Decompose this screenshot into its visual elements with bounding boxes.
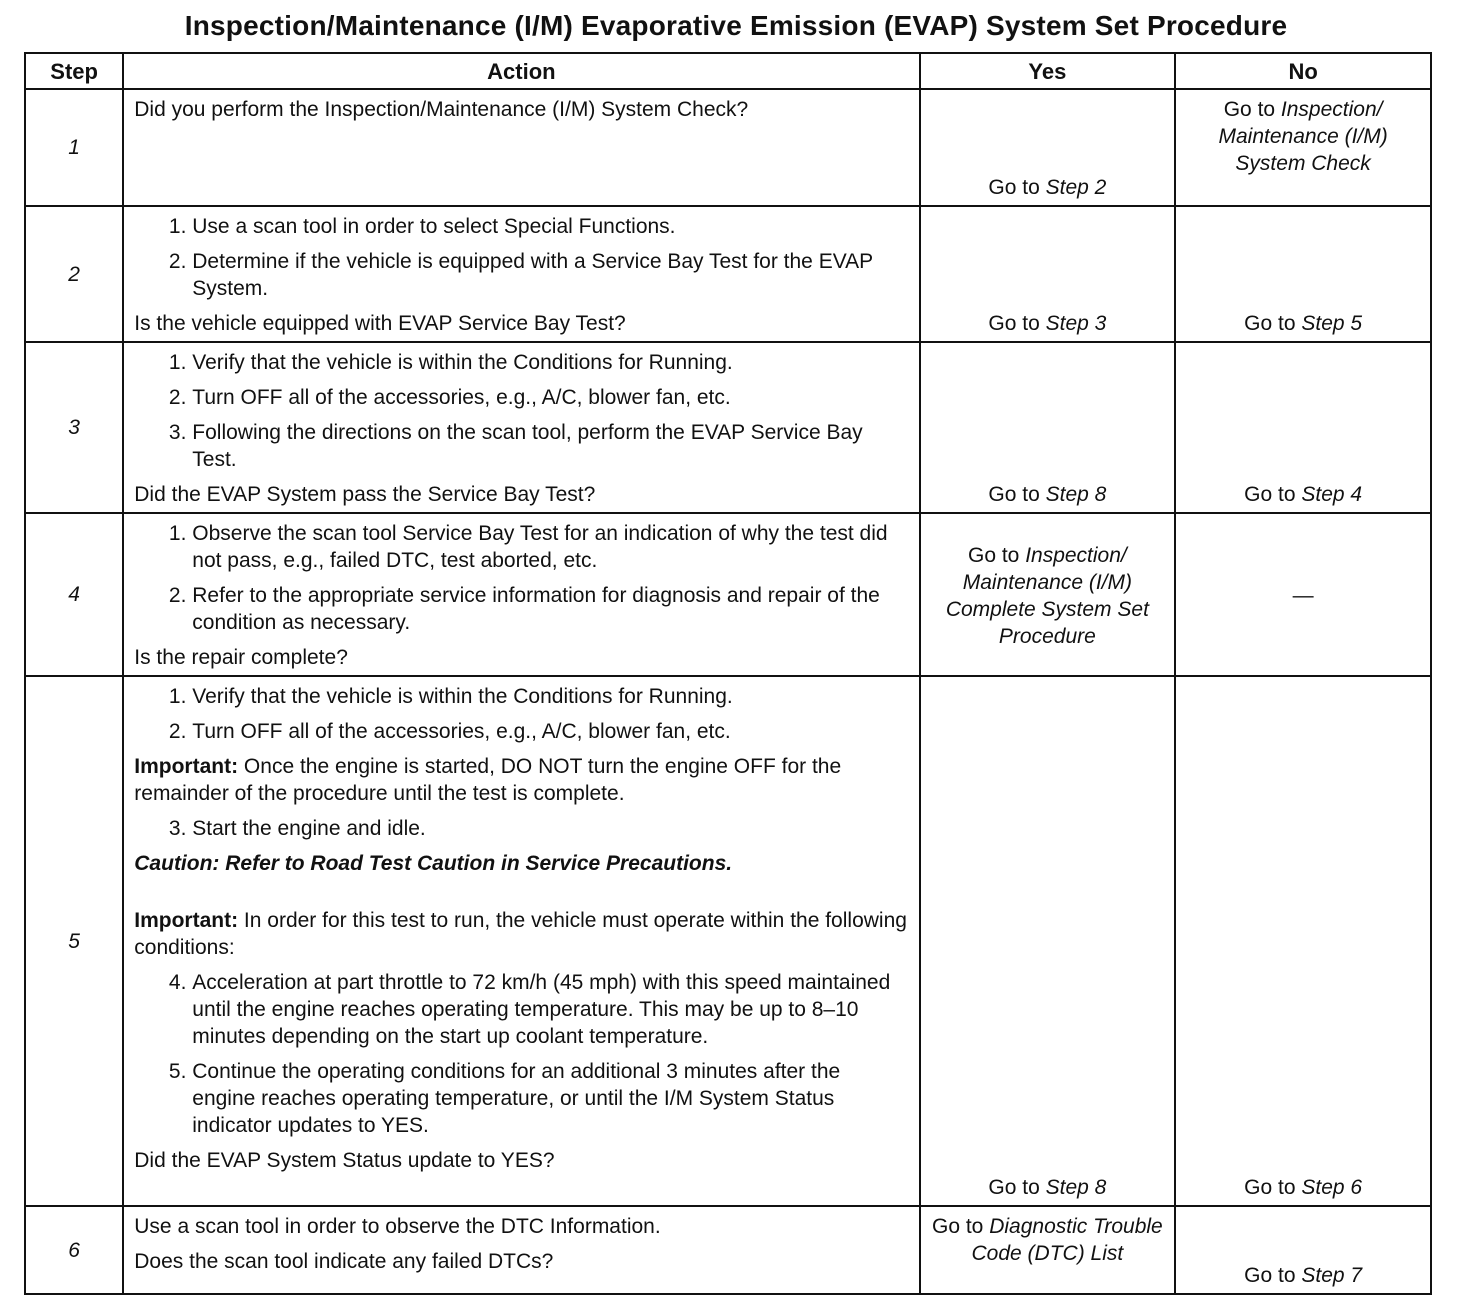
go-to-link[interactable]: Inspection/ Maintenance (I/M) Complete System Set Procedure — [945, 543, 1149, 648]
action-cell — [123, 206, 919, 342]
header-row — [25, 53, 1431, 89]
table-row — [25, 342, 1431, 513]
go-to-link[interactable]: Diagnostic Trouble Code (DTC) List — [971, 1215, 1163, 1265]
caution-note: Caution: Refer to Road Test Caution in Service Precautions. — [134, 852, 733, 875]
yes-cell — [920, 513, 1176, 676]
list-item: 1. Use a scan tool in order to select Special Functions. — [192, 213, 908, 240]
step-number: 4 — [25, 513, 123, 676]
question-text: Did you perform the Inspection/Maintenance (I/M) System Check? — [134, 98, 749, 121]
go-to-link[interactable]: Step 5 — [1301, 312, 1363, 335]
important-note — [134, 907, 908, 961]
important-note — [134, 753, 908, 807]
yes-cell — [920, 1206, 1176, 1294]
no-cell — [1175, 342, 1431, 513]
no-cell — [1175, 1206, 1431, 1294]
list-item: 2. Determine if the vehicle is equipped with a Service Bay Test for the EVAP System. — [192, 248, 908, 302]
no-cell — [1175, 89, 1431, 206]
instruction-list — [134, 520, 908, 636]
important-label: Important: — [134, 909, 239, 932]
go-to-label: Go to — [1244, 1176, 1302, 1199]
go-to-link[interactable]: Step 7 — [1301, 1264, 1363, 1287]
go-to-link[interactable]: Step 4 — [1301, 483, 1363, 506]
table-row — [25, 1206, 1431, 1294]
list-item: 2. Refer to the appropriate service information for diagnosis and repair of the condition as necessary. — [192, 582, 908, 636]
action-cell — [123, 676, 919, 1206]
action-cell — [123, 513, 919, 676]
instruction-text: Use a scan tool in order to observe the DTC Information. — [134, 1215, 661, 1238]
table-row — [25, 206, 1431, 342]
go-to-label: Go to — [967, 543, 1026, 567]
go-to-link[interactable]: Step 2 — [1045, 176, 1107, 199]
step-number: 1 — [25, 89, 123, 206]
go-to-label: Go to — [1244, 483, 1302, 506]
go-to-link[interactable]: Step 8 — [1045, 483, 1107, 506]
yes-cell — [920, 206, 1176, 342]
go-to-label: Go to — [988, 312, 1046, 335]
go-to-label: Go to — [932, 1215, 990, 1238]
action-cell — [123, 89, 919, 206]
instruction-list — [134, 815, 908, 842]
table-row — [25, 513, 1431, 676]
list-item: 2. Turn OFF all of the accessories, e.g., A/C, blower fan, etc. — [192, 384, 908, 411]
instruction-list — [134, 213, 908, 302]
yes-cell — [920, 676, 1176, 1206]
page-title: Inspection/Maintenance (I/M) Evaporative Emission (EVAP) System Set Procedure — [184, 10, 1288, 41]
header-action: Action — [123, 53, 919, 89]
step-number: 2 — [25, 206, 123, 342]
instruction-list — [134, 683, 908, 745]
list-item: 2. Turn OFF all of the accessories, e.g., A/C, blower fan, etc. — [192, 718, 908, 745]
list-item: 1. Verify that the vehicle is within the Conditions for Running. — [192, 683, 908, 710]
yes-cell — [920, 89, 1176, 206]
question-text: Does the scan tool indicate any failed DTCs? — [134, 1250, 554, 1273]
procedure-table — [24, 52, 1432, 1295]
no-cell — [1175, 206, 1431, 342]
header-no: No — [1175, 53, 1431, 89]
table-row — [25, 89, 1431, 206]
go-to-link[interactable]: Step 3 — [1045, 312, 1107, 335]
important-label: Important: — [134, 755, 239, 778]
step-number: 3 — [25, 342, 123, 513]
go-to-label: Go to — [988, 176, 1046, 199]
step-number: 6 — [25, 1206, 123, 1294]
step-number: 5 — [25, 676, 123, 1206]
go-to-link[interactable]: Step 8 — [1045, 1176, 1107, 1199]
table-row — [25, 676, 1431, 1206]
list-item: 3. Start the engine and idle. — [192, 815, 908, 842]
yes-cell — [920, 342, 1176, 513]
instruction-list — [134, 349, 908, 473]
go-to-label: Go to — [988, 1176, 1046, 1199]
no-cell — [1175, 513, 1431, 676]
important-text: Once the engine is started, DO NOT turn the engine OFF for the remainder of the procedure until the test is complete. — [134, 755, 842, 805]
go-to-label: Go to — [988, 483, 1046, 506]
list-item: 1. Verify that the vehicle is within the Conditions for Running. — [192, 349, 908, 376]
go-to-label: Go to — [1244, 1264, 1302, 1287]
go-to-link[interactable]: Inspection/ Maintenance (I/M) System Check — [1218, 98, 1388, 175]
list-item: 3. Following the directions on the scan tool, perform the EVAP Service Bay Test. — [192, 419, 908, 473]
action-cell — [123, 342, 919, 513]
go-to-link[interactable]: Step 6 — [1301, 1176, 1363, 1199]
instruction-list — [134, 969, 908, 1139]
question-text: Did the EVAP System pass the Service Bay Test? — [134, 483, 596, 506]
header-yes: Yes — [920, 53, 1176, 89]
header-step: Step — [25, 53, 123, 89]
no-cell — [1175, 676, 1431, 1206]
question-text: Did the EVAP System Status update to YES? — [134, 1149, 555, 1172]
list-item: 4. Acceleration at part throttle to 72 km/h (45 mph) with this speed maintained until the engine reaches operating temperature. This may be up to 8–10 minutes depending on the start up coolant temperature. — [192, 969, 908, 1050]
not-applicable-dash: — — [1292, 584, 1314, 607]
list-item: 1. Observe the scan tool Service Bay Test for an indication of why the test did not pass, e.g., failed DTC, test aborted, etc. — [192, 520, 908, 574]
action-cell — [123, 1206, 919, 1294]
list-item: 5. Continue the operating conditions for an additional 3 minutes after the engine reaches operating temperature, or until the I/M System Status indicator updates to YES. — [192, 1058, 908, 1139]
important-text: In order for this test to run, the vehicle must operate within the following conditions: — [134, 909, 907, 959]
question-text: Is the vehicle equipped with EVAP Service Bay Test? — [134, 312, 626, 335]
question-text: Is the repair complete? — [134, 646, 348, 669]
go-to-label: Go to — [1223, 98, 1281, 121]
go-to-label: Go to — [1244, 312, 1302, 335]
